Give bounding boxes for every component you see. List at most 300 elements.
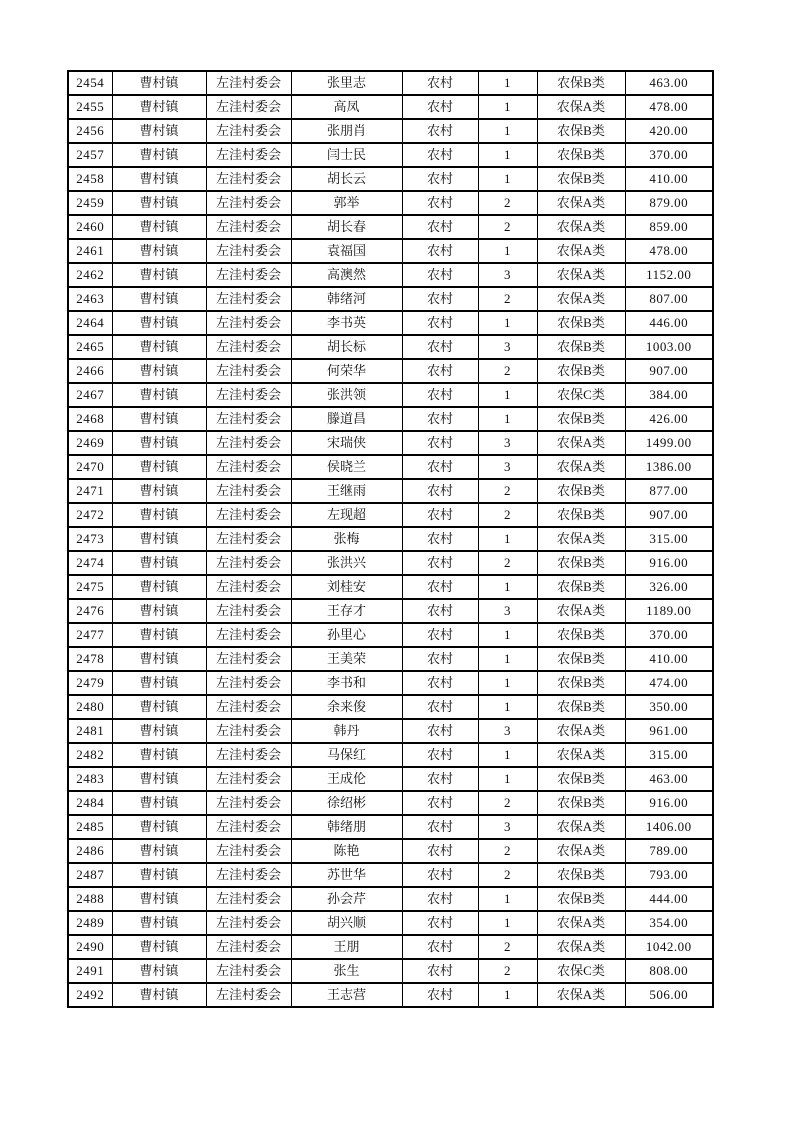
cell-serial: 2463	[68, 287, 112, 311]
cell-amount: 370.00	[625, 623, 713, 647]
cell-count: 1	[478, 119, 537, 143]
cell-amount: 1042.00	[625, 935, 713, 959]
cell-name: 马保红	[291, 743, 402, 767]
cell-count: 1	[478, 143, 537, 167]
cell-count: 2	[478, 191, 537, 215]
cell-serial: 2456	[68, 119, 112, 143]
cell-town: 曹村镇	[112, 527, 206, 551]
cell-amount: 315.00	[625, 743, 713, 767]
cell-amount: 1406.00	[625, 815, 713, 839]
cell-amount: 916.00	[625, 551, 713, 575]
cell-name: 张朋肖	[291, 119, 402, 143]
cell-amount: 444.00	[625, 887, 713, 911]
cell-count: 3	[478, 455, 537, 479]
cell-category: 农村	[402, 143, 478, 167]
cell-insurance-type: 农保A类	[537, 95, 625, 119]
cell-count: 1	[478, 239, 537, 263]
cell-village: 左洼村委会	[206, 911, 291, 935]
cell-category: 农村	[402, 623, 478, 647]
cell-name: 王志营	[291, 983, 402, 1007]
cell-category: 农村	[402, 311, 478, 335]
cell-serial: 2458	[68, 167, 112, 191]
cell-category: 农村	[402, 647, 478, 671]
table-row	[68, 287, 713, 311]
cell-insurance-type: 农保B类	[537, 863, 625, 887]
cell-town: 曹村镇	[112, 815, 206, 839]
cell-count: 1	[478, 887, 537, 911]
cell-amount: 1003.00	[625, 335, 713, 359]
cell-village: 左洼村委会	[206, 647, 291, 671]
cell-amount: 808.00	[625, 959, 713, 983]
cell-village: 左洼村委会	[206, 791, 291, 815]
cell-category: 农村	[402, 119, 478, 143]
cell-count: 1	[478, 647, 537, 671]
cell-serial: 2469	[68, 431, 112, 455]
cell-name: 韩丹	[291, 719, 402, 743]
cell-serial: 2467	[68, 383, 112, 407]
cell-name: 张洪领	[291, 383, 402, 407]
cell-village: 左洼村委会	[206, 719, 291, 743]
cell-village: 左洼村委会	[206, 959, 291, 983]
cell-amount: 446.00	[625, 311, 713, 335]
cell-amount: 907.00	[625, 359, 713, 383]
cell-name: 王朋	[291, 935, 402, 959]
cell-insurance-type: 农保A类	[537, 215, 625, 239]
cell-town: 曹村镇	[112, 959, 206, 983]
cell-serial: 2464	[68, 311, 112, 335]
cell-town: 曹村镇	[112, 287, 206, 311]
table-row	[68, 167, 713, 191]
cell-amount: 354.00	[625, 911, 713, 935]
cell-village: 左洼村委会	[206, 623, 291, 647]
cell-amount: 370.00	[625, 143, 713, 167]
cell-category: 农村	[402, 383, 478, 407]
cell-category: 农村	[402, 719, 478, 743]
cell-insurance-type: 农保B类	[537, 791, 625, 815]
cell-village: 左洼村委会	[206, 119, 291, 143]
cell-serial: 2485	[68, 815, 112, 839]
cell-insurance-type: 农保C类	[537, 959, 625, 983]
table-row	[68, 71, 713, 95]
cell-town: 曹村镇	[112, 383, 206, 407]
cell-town: 曹村镇	[112, 455, 206, 479]
cell-village: 左洼村委会	[206, 215, 291, 239]
cell-insurance-type: 农保B类	[537, 647, 625, 671]
cell-name: 何荣华	[291, 359, 402, 383]
table-row	[68, 143, 713, 167]
cell-serial: 2465	[68, 335, 112, 359]
cell-insurance-type: 农保B类	[537, 311, 625, 335]
cell-count: 3	[478, 599, 537, 623]
cell-town: 曹村镇	[112, 167, 206, 191]
cell-count: 1	[478, 311, 537, 335]
cell-serial: 2479	[68, 671, 112, 695]
cell-name: 李书和	[291, 671, 402, 695]
cell-serial: 2480	[68, 695, 112, 719]
cell-category: 农村	[402, 983, 478, 1007]
cell-serial: 2475	[68, 575, 112, 599]
table-row	[68, 983, 713, 1007]
table-row	[68, 359, 713, 383]
cell-count: 3	[478, 815, 537, 839]
cell-category: 农村	[402, 743, 478, 767]
cell-amount: 793.00	[625, 863, 713, 887]
table-row	[68, 719, 713, 743]
cell-serial: 2482	[68, 743, 112, 767]
cell-name: 苏世华	[291, 863, 402, 887]
roster-table-body	[68, 71, 713, 1007]
cell-amount: 1386.00	[625, 455, 713, 479]
cell-name: 侯晓兰	[291, 455, 402, 479]
cell-count: 1	[478, 95, 537, 119]
table-row	[68, 911, 713, 935]
cell-insurance-type: 农保A类	[537, 239, 625, 263]
cell-amount: 789.00	[625, 839, 713, 863]
cell-name: 李书英	[291, 311, 402, 335]
cell-town: 曹村镇	[112, 887, 206, 911]
cell-category: 农村	[402, 479, 478, 503]
cell-category: 农村	[402, 767, 478, 791]
cell-category: 农村	[402, 671, 478, 695]
cell-town: 曹村镇	[112, 791, 206, 815]
cell-town: 曹村镇	[112, 479, 206, 503]
cell-town: 曹村镇	[112, 863, 206, 887]
cell-name: 郭举	[291, 191, 402, 215]
cell-name: 王继雨	[291, 479, 402, 503]
cell-amount: 410.00	[625, 647, 713, 671]
cell-amount: 474.00	[625, 671, 713, 695]
cell-amount: 426.00	[625, 407, 713, 431]
table-row	[68, 527, 713, 551]
table-row	[68, 239, 713, 263]
cell-town: 曹村镇	[112, 311, 206, 335]
cell-town: 曹村镇	[112, 95, 206, 119]
cell-village: 左洼村委会	[206, 335, 291, 359]
cell-serial: 2470	[68, 455, 112, 479]
cell-town: 曹村镇	[112, 671, 206, 695]
cell-serial: 2476	[68, 599, 112, 623]
cell-category: 农村	[402, 215, 478, 239]
cell-category: 农村	[402, 551, 478, 575]
cell-amount: 907.00	[625, 503, 713, 527]
cell-village: 左洼村委会	[206, 287, 291, 311]
table-row	[68, 455, 713, 479]
cell-serial: 2489	[68, 911, 112, 935]
cell-serial: 2492	[68, 983, 112, 1007]
cell-serial: 2478	[68, 647, 112, 671]
cell-village: 左洼村委会	[206, 95, 291, 119]
cell-insurance-type: 农保A类	[537, 191, 625, 215]
cell-count: 1	[478, 167, 537, 191]
cell-town: 曹村镇	[112, 719, 206, 743]
cell-name: 张洪兴	[291, 551, 402, 575]
table-row	[68, 95, 713, 119]
cell-village: 左洼村委会	[206, 455, 291, 479]
cell-town: 曹村镇	[112, 503, 206, 527]
table-row	[68, 935, 713, 959]
cell-category: 农村	[402, 935, 478, 959]
cell-amount: 478.00	[625, 239, 713, 263]
cell-serial: 2454	[68, 71, 112, 95]
cell-insurance-type: 农保A类	[537, 455, 625, 479]
cell-amount: 1152.00	[625, 263, 713, 287]
cell-amount: 807.00	[625, 287, 713, 311]
cell-insurance-type: 农保A类	[537, 911, 625, 935]
cell-insurance-type: 农保A类	[537, 263, 625, 287]
cell-count: 2	[478, 551, 537, 575]
cell-village: 左洼村委会	[206, 671, 291, 695]
cell-town: 曹村镇	[112, 191, 206, 215]
cell-village: 左洼村委会	[206, 503, 291, 527]
cell-serial: 2472	[68, 503, 112, 527]
cell-serial: 2490	[68, 935, 112, 959]
cell-village: 左洼村委会	[206, 167, 291, 191]
cell-count: 2	[478, 359, 537, 383]
cell-category: 农村	[402, 695, 478, 719]
cell-serial: 2455	[68, 95, 112, 119]
cell-town: 曹村镇	[112, 71, 206, 95]
cell-town: 曹村镇	[112, 551, 206, 575]
cell-village: 左洼村委会	[206, 527, 291, 551]
cell-count: 2	[478, 479, 537, 503]
cell-town: 曹村镇	[112, 263, 206, 287]
cell-town: 曹村镇	[112, 623, 206, 647]
cell-serial: 2461	[68, 239, 112, 263]
cell-count: 1	[478, 671, 537, 695]
cell-insurance-type: 农保B类	[537, 143, 625, 167]
cell-village: 左洼村委会	[206, 431, 291, 455]
cell-insurance-type: 农保B类	[537, 119, 625, 143]
cell-town: 曹村镇	[112, 839, 206, 863]
cell-count: 1	[478, 695, 537, 719]
table-row	[68, 599, 713, 623]
cell-town: 曹村镇	[112, 119, 206, 143]
cell-name: 张里志	[291, 71, 402, 95]
cell-serial: 2481	[68, 719, 112, 743]
cell-category: 农村	[402, 407, 478, 431]
table-row	[68, 863, 713, 887]
table-row	[68, 263, 713, 287]
cell-category: 农村	[402, 287, 478, 311]
cell-village: 左洼村委会	[206, 767, 291, 791]
cell-count: 1	[478, 383, 537, 407]
cell-name: 左现超	[291, 503, 402, 527]
cell-name: 宋瑞侠	[291, 431, 402, 455]
table-row	[68, 839, 713, 863]
cell-name: 王成伦	[291, 767, 402, 791]
cell-insurance-type: 农保A类	[537, 431, 625, 455]
cell-insurance-type: 农保B类	[537, 623, 625, 647]
cell-village: 左洼村委会	[206, 935, 291, 959]
cell-village: 左洼村委会	[206, 887, 291, 911]
cell-village: 左洼村委会	[206, 815, 291, 839]
cell-serial: 2491	[68, 959, 112, 983]
table-row	[68, 311, 713, 335]
cell-count: 2	[478, 215, 537, 239]
cell-category: 农村	[402, 455, 478, 479]
cell-amount: 315.00	[625, 527, 713, 551]
cell-insurance-type: 农保C类	[537, 383, 625, 407]
cell-village: 左洼村委会	[206, 599, 291, 623]
table-row	[68, 551, 713, 575]
cell-amount: 420.00	[625, 119, 713, 143]
cell-category: 农村	[402, 959, 478, 983]
cell-name: 韩绪河	[291, 287, 402, 311]
cell-category: 农村	[402, 575, 478, 599]
cell-category: 农村	[402, 431, 478, 455]
cell-serial: 2466	[68, 359, 112, 383]
cell-insurance-type: 农保A类	[537, 815, 625, 839]
cell-insurance-type: 农保A类	[537, 599, 625, 623]
cell-name: 闫士民	[291, 143, 402, 167]
cell-count: 3	[478, 263, 537, 287]
cell-insurance-type: 农保B类	[537, 671, 625, 695]
cell-category: 农村	[402, 95, 478, 119]
cell-insurance-type: 农保A类	[537, 287, 625, 311]
cell-serial: 2460	[68, 215, 112, 239]
cell-name: 袁福国	[291, 239, 402, 263]
cell-count: 1	[478, 527, 537, 551]
cell-name: 韩绪朋	[291, 815, 402, 839]
cell-village: 左洼村委会	[206, 383, 291, 407]
cell-insurance-type: 农保B类	[537, 551, 625, 575]
table-row	[68, 575, 713, 599]
table-row	[68, 671, 713, 695]
cell-town: 曹村镇	[112, 767, 206, 791]
table-row	[68, 479, 713, 503]
cell-serial: 2488	[68, 887, 112, 911]
cell-count: 2	[478, 863, 537, 887]
cell-amount: 916.00	[625, 791, 713, 815]
cell-serial: 2462	[68, 263, 112, 287]
cell-town: 曹村镇	[112, 143, 206, 167]
cell-category: 农村	[402, 71, 478, 95]
cell-village: 左洼村委会	[206, 407, 291, 431]
cell-category: 农村	[402, 887, 478, 911]
table-row	[68, 767, 713, 791]
cell-amount: 961.00	[625, 719, 713, 743]
cell-category: 农村	[402, 839, 478, 863]
table-row	[68, 215, 713, 239]
cell-insurance-type: 农保B类	[537, 575, 625, 599]
cell-town: 曹村镇	[112, 599, 206, 623]
cell-insurance-type: 农保A类	[537, 839, 625, 863]
cell-count: 3	[478, 431, 537, 455]
cell-amount: 1499.00	[625, 431, 713, 455]
cell-insurance-type: 农保B类	[537, 167, 625, 191]
table-row	[68, 959, 713, 983]
cell-name: 徐绍彬	[291, 791, 402, 815]
cell-town: 曹村镇	[112, 239, 206, 263]
cell-name: 胡长云	[291, 167, 402, 191]
table-row	[68, 743, 713, 767]
cell-town: 曹村镇	[112, 911, 206, 935]
cell-name: 王存才	[291, 599, 402, 623]
cell-name: 余来俊	[291, 695, 402, 719]
cell-village: 左洼村委会	[206, 311, 291, 335]
cell-insurance-type: 农保B类	[537, 479, 625, 503]
table-row	[68, 887, 713, 911]
cell-insurance-type: 农保A类	[537, 935, 625, 959]
cell-category: 农村	[402, 815, 478, 839]
cell-count: 1	[478, 71, 537, 95]
cell-village: 左洼村委会	[206, 359, 291, 383]
cell-amount: 1189.00	[625, 599, 713, 623]
cell-name: 胡兴顺	[291, 911, 402, 935]
cell-town: 曹村镇	[112, 575, 206, 599]
cell-insurance-type: 农保B类	[537, 407, 625, 431]
cell-name: 高澳然	[291, 263, 402, 287]
cell-village: 左洼村委会	[206, 143, 291, 167]
cell-serial: 2468	[68, 407, 112, 431]
cell-village: 左洼村委会	[206, 551, 291, 575]
table-row	[68, 119, 713, 143]
cell-serial: 2471	[68, 479, 112, 503]
cell-town: 曹村镇	[112, 743, 206, 767]
cell-name: 陈艳	[291, 839, 402, 863]
cell-insurance-type: 农保A类	[537, 743, 625, 767]
table-row	[68, 191, 713, 215]
cell-insurance-type: 农保A类	[537, 719, 625, 743]
cell-count: 2	[478, 935, 537, 959]
cell-amount: 463.00	[625, 767, 713, 791]
cell-insurance-type: 农保B类	[537, 503, 625, 527]
cell-town: 曹村镇	[112, 335, 206, 359]
cell-count: 1	[478, 983, 537, 1007]
cell-amount: 350.00	[625, 695, 713, 719]
cell-town: 曹村镇	[112, 935, 206, 959]
cell-name: 张梅	[291, 527, 402, 551]
cell-amount: 384.00	[625, 383, 713, 407]
cell-village: 左洼村委会	[206, 479, 291, 503]
cell-insurance-type: 农保B类	[537, 335, 625, 359]
cell-amount: 478.00	[625, 95, 713, 119]
table-row	[68, 695, 713, 719]
cell-insurance-type: 农保B类	[537, 887, 625, 911]
cell-count: 1	[478, 767, 537, 791]
table-row	[68, 503, 713, 527]
table-row	[68, 335, 713, 359]
cell-name: 胡长春	[291, 215, 402, 239]
cell-count: 1	[478, 575, 537, 599]
cell-insurance-type: 农保B类	[537, 359, 625, 383]
cell-village: 左洼村委会	[206, 263, 291, 287]
cell-count: 2	[478, 791, 537, 815]
cell-count: 1	[478, 911, 537, 935]
subsidy-roster-table	[67, 70, 714, 1008]
cell-insurance-type: 农保A类	[537, 527, 625, 551]
cell-village: 左洼村委会	[206, 71, 291, 95]
cell-count: 1	[478, 623, 537, 647]
cell-village: 左洼村委会	[206, 983, 291, 1007]
cell-category: 农村	[402, 503, 478, 527]
cell-amount: 410.00	[625, 167, 713, 191]
cell-name: 高凤	[291, 95, 402, 119]
cell-category: 农村	[402, 359, 478, 383]
cell-category: 农村	[402, 167, 478, 191]
cell-village: 左洼村委会	[206, 191, 291, 215]
cell-serial: 2457	[68, 143, 112, 167]
cell-name: 张生	[291, 959, 402, 983]
cell-serial: 2473	[68, 527, 112, 551]
table-row	[68, 407, 713, 431]
table-row	[68, 815, 713, 839]
table-row	[68, 791, 713, 815]
cell-town: 曹村镇	[112, 215, 206, 239]
cell-serial: 2474	[68, 551, 112, 575]
cell-name: 刘桂安	[291, 575, 402, 599]
cell-count: 3	[478, 335, 537, 359]
